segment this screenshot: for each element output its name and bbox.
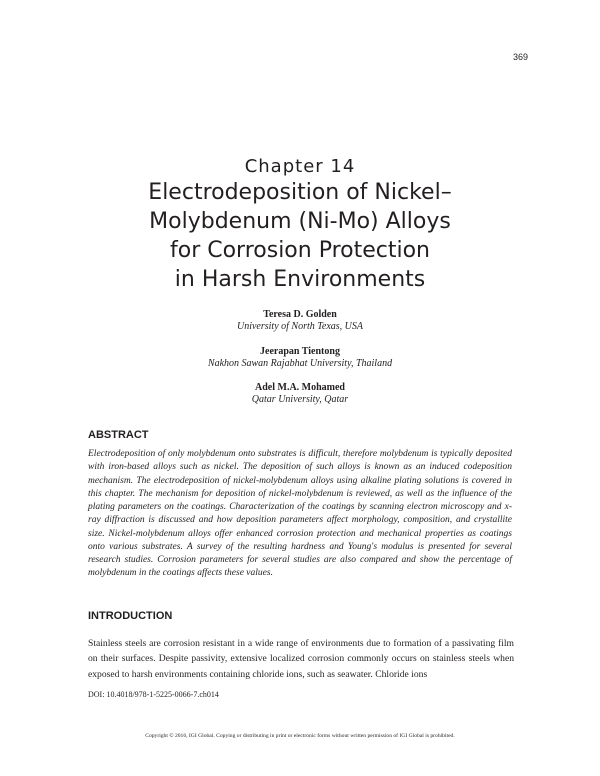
author-affiliation: University of North Texas, USA: [236, 321, 363, 332]
copyright-notice: Copyright © 2016, IGI Global. Copying or distributing in print or electronic forms without written permission of IGI Global is prohibited.: [145, 733, 455, 739]
author-name: Teresa D. Golden: [263, 309, 337, 320]
author-block: [0, 346, 600, 370]
title-line: for Corrosion Protection: [169, 238, 430, 263]
title-line: Electrodeposition of Nickel–: [148, 180, 452, 205]
page-number: 369: [512, 52, 528, 62]
introduction-text: Stainless steels are corrosion resistant in a wide range of environments due to formation of a passivating film on their surfaces. Despite passivity, extensive localized corrosion commonly occurs on stainless steels when exposed to harsh environments containing chloride ions, such as seawater. Chloride ions: [88, 638, 514, 680]
abstract-heading: ABSTRACT: [88, 429, 149, 441]
author-affiliation: Nakhon Sawan Rajabhat University, Thailand: [207, 358, 393, 369]
author-name: Jeerapan Tientong: [260, 346, 340, 357]
chapter-title: [60, 178, 540, 294]
author-name: Adel M.A. Mohamed: [255, 382, 345, 393]
introduction-heading: INTRODUCTION: [88, 610, 173, 622]
chapter-label: Chapter 14: [244, 156, 356, 177]
author-block: [0, 309, 600, 333]
title-line: in Harsh Environments: [174, 267, 426, 292]
author-block: [0, 382, 600, 406]
title-line: Molybdenum (Ni-Mo) Alloys: [149, 209, 451, 234]
abstract-text: Electrodeposition of only molybdenum onto substrates is difficult, therefore molybdenum is typically deposited with iron-based alloys such as nickel. The deposition of such alloys is known as an induced codeposition mechanism. The electrodeposition of nickel-molybdenum alloys using alkaline plating solutions is covered in this chapter. The mechanism for deposition of nickel-molybdenum is reviewed, as well as the influence of the plating parameters on the coatings. Characterization of the coatings by scanning electron microscopy and x-ray diffraction is discussed and how deposition parameters affect morphology, composition, and crystallite size. Nickel-molybdenum alloys offer enhanced corrosion protection and mechanical properties as coatings onto various substrates. A survey of the resulting hardness and Young's modulus is presented for several research studies. Corrosion parameters for several studies are also compared and show the percentage of molybdenum in the coatings affects these values.: [88, 449, 512, 579]
doi: DOI: 10.4018/978-1-5225-0066-7.ch014: [88, 690, 219, 699]
author-affiliation: Qatar University, Qatar: [251, 394, 349, 405]
